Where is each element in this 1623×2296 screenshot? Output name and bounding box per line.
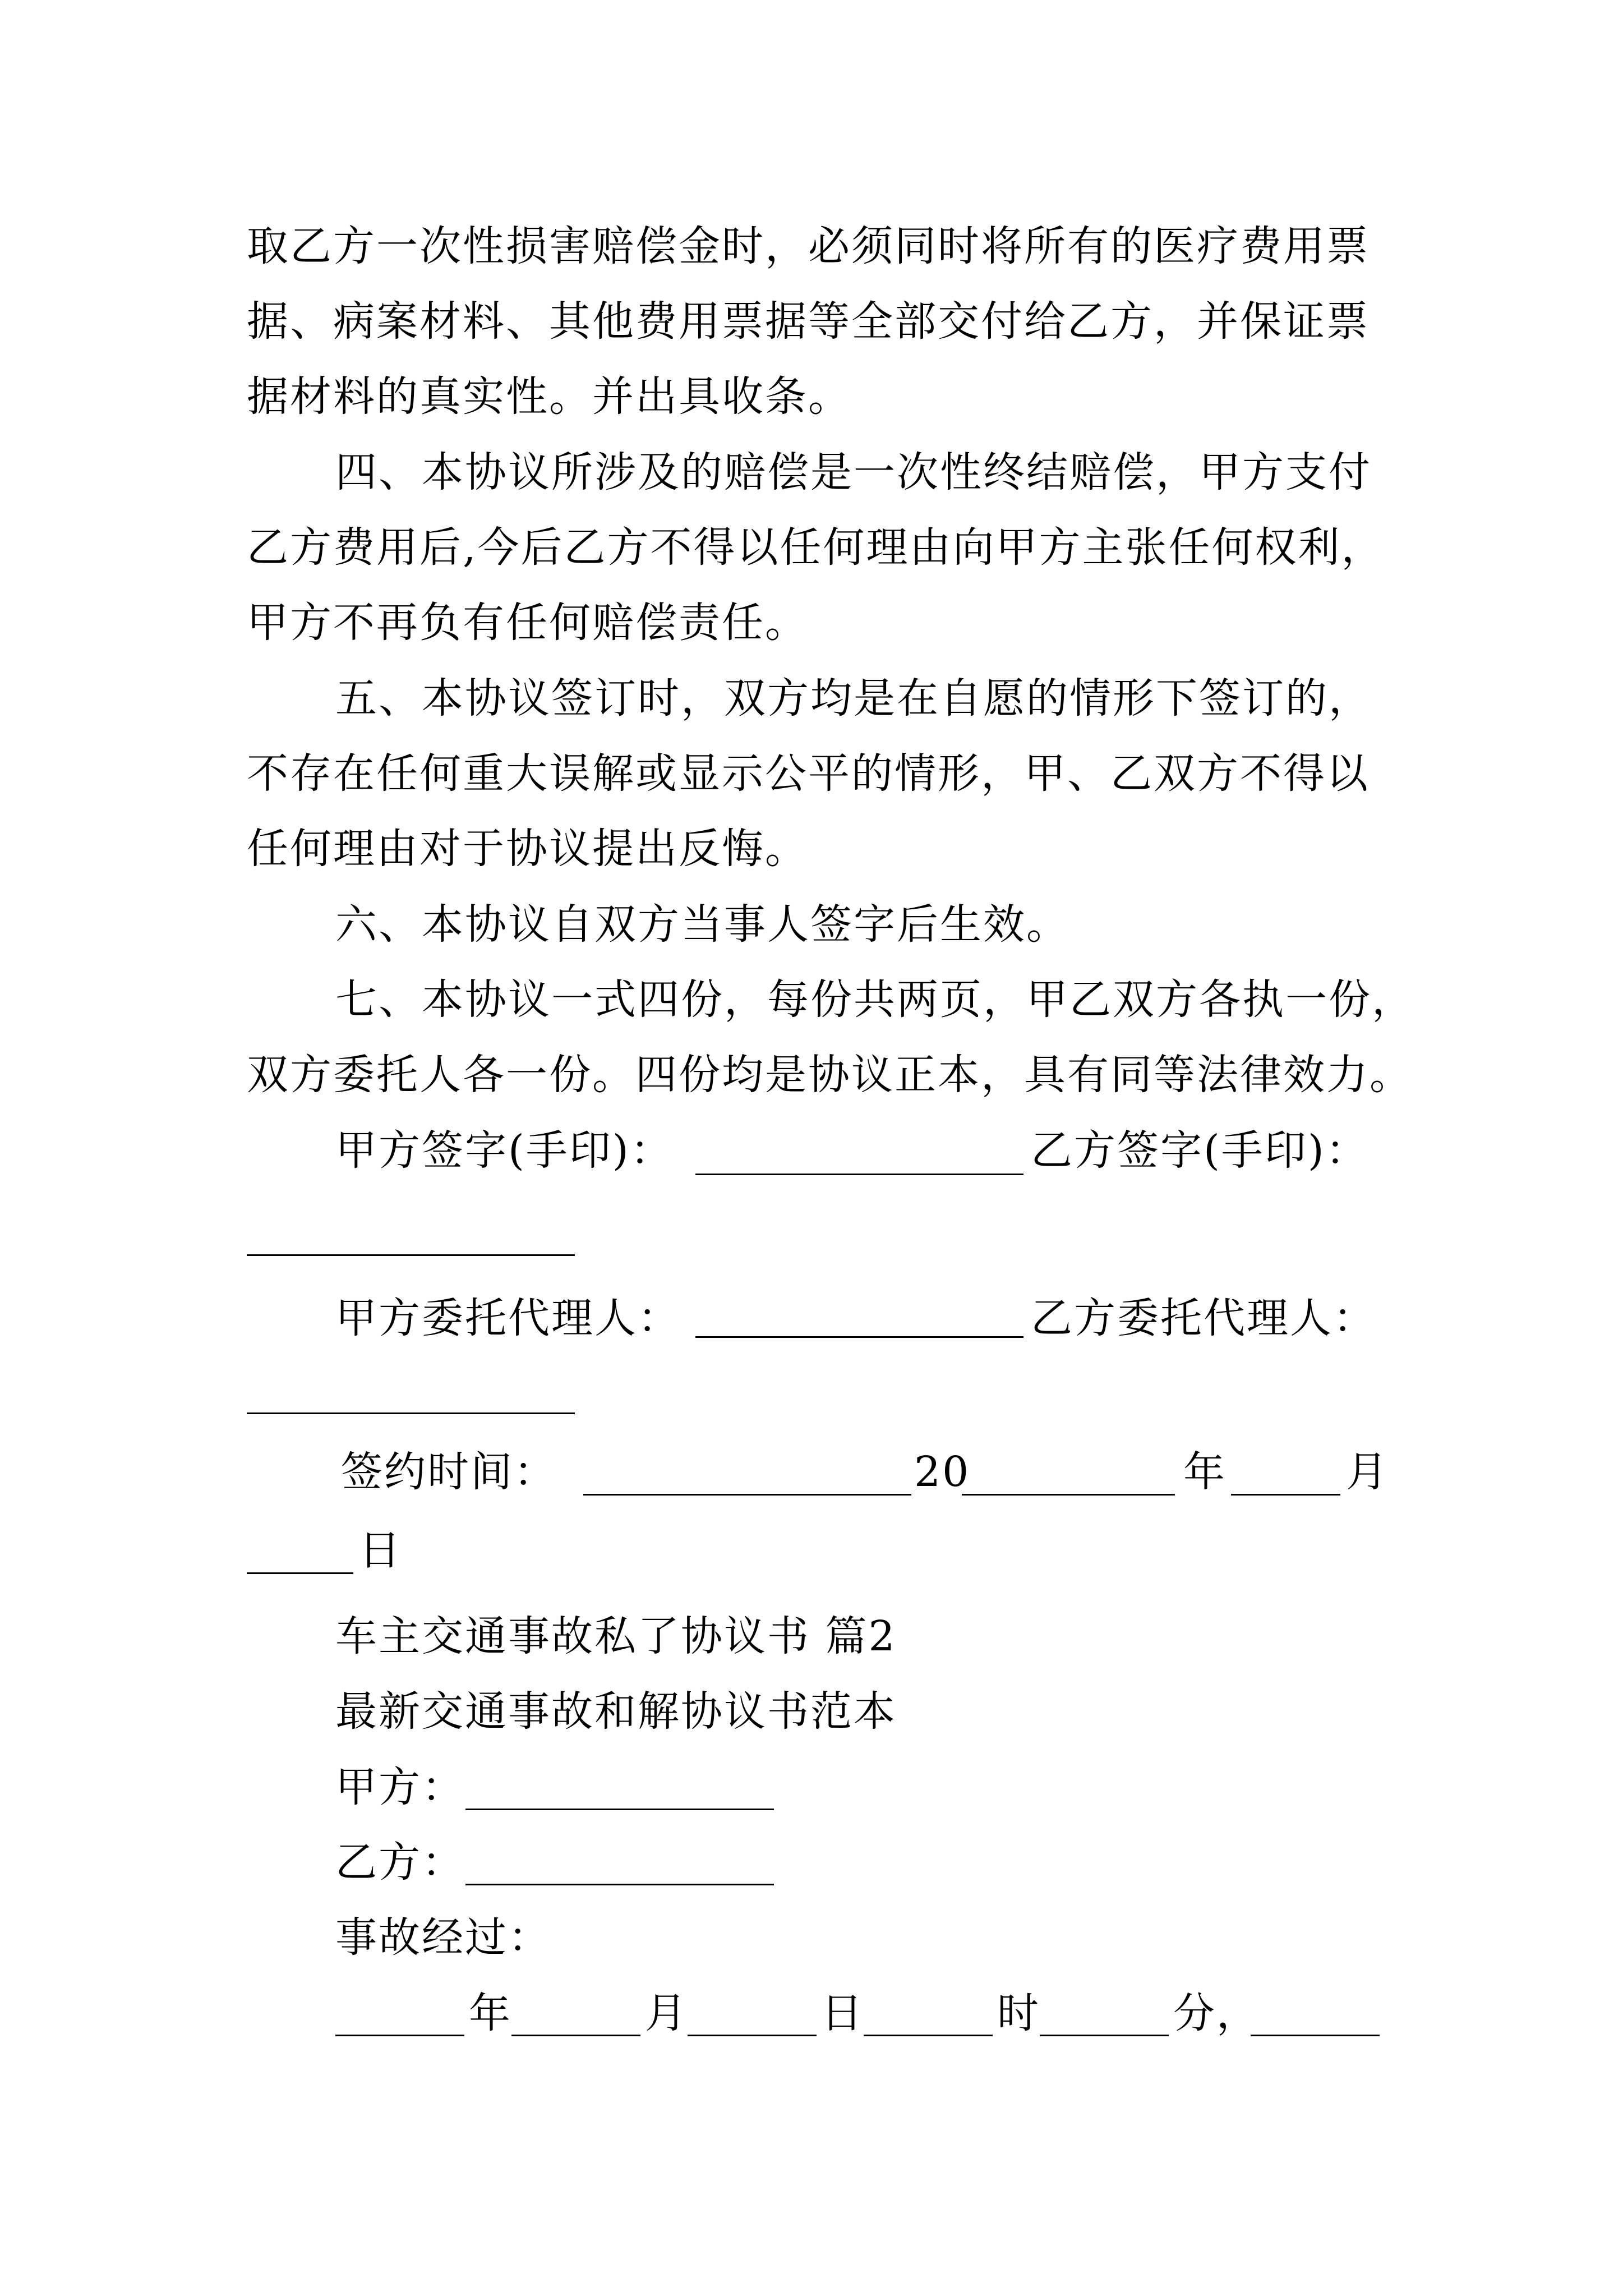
clause-five-line: 五、本协议签订时，双方均是在自愿的情形下签订的， — [335, 674, 1372, 723]
paragraph-line: 乙方费用后,今后乙方不得以任何理由向甲方主张任何权利， — [247, 523, 1385, 572]
accident-day-blank — [688, 2035, 817, 2036]
accident-year-blank — [335, 2035, 464, 2036]
accident-day-unit: 日 — [821, 1989, 864, 2037]
paragraph-line: 双方委托人各一份。四份均是协议正本，具有同等法律效力。 — [247, 1051, 1413, 1099]
accident-label: 事故经过： — [335, 1913, 551, 1962]
year-blank — [962, 1494, 1175, 1496]
section-heading: 车主交通事故私了协议书 篇2 — [335, 1612, 897, 1660]
party-b-agent-blank — [247, 1412, 575, 1414]
clause-four-line: 四、本协议所涉及的赔偿是一次性终结赔偿，甲方支付 — [335, 448, 1372, 496]
accident-minute-blank — [1040, 2035, 1169, 2036]
day-unit: 日 — [359, 1526, 402, 1575]
party-b-label: 乙方： — [335, 1838, 465, 1887]
party-a-agent-blank — [695, 1336, 1023, 1338]
clause-seven-line: 七、本协议一式四份，每份共两页，甲乙双方各执一份， — [335, 976, 1415, 1024]
section-subtitle: 最新交通事故和解协议书范本 — [335, 1687, 897, 1736]
party-a-sign-blank — [695, 1174, 1023, 1175]
year-prefix: 20 — [914, 1448, 971, 1496]
paragraph-line: 据、病案材料、其他费用票据等全部交付给乙方，并保证票 — [247, 297, 1370, 346]
accident-location-blank — [1251, 2035, 1380, 2036]
month-unit: 月 — [1346, 1448, 1389, 1496]
paragraph-line: 据材料的真实性。并出具收条。 — [247, 372, 851, 421]
party-a-blank — [465, 1809, 774, 1810]
party-b-sign-blank — [247, 1254, 575, 1256]
party-a-sign-label: 甲方签字(手印)： — [335, 1126, 674, 1175]
paragraph-line: 任何理由对于协议提出反悔。 — [247, 825, 808, 873]
paragraph-line: 不存在任何重大误解或显示公平的情形，甲、乙双方不得以 — [247, 749, 1370, 798]
party-a-agent-label: 甲方委托代理人： — [335, 1294, 681, 1342]
paragraph-line: 取乙方一次性损害赔偿金时，必须同时将所有的医疗费用票 — [247, 222, 1370, 270]
party-b-blank — [465, 1884, 774, 1885]
year-unit: 年 — [1183, 1448, 1227, 1496]
day-blank — [247, 1572, 353, 1574]
paragraph-line: 甲方不再负有任何赔偿责任。 — [247, 599, 808, 647]
party-b-sign-label: 乙方签字(手印)： — [1031, 1126, 1369, 1175]
accident-minute-unit: 分， — [1173, 1989, 1260, 2037]
party-b-agent-label: 乙方委托代理人： — [1031, 1294, 1376, 1342]
accident-month-blank — [511, 2035, 640, 2036]
party-a-label: 甲方： — [335, 1763, 465, 1811]
accident-hour-unit: 时 — [997, 1989, 1040, 2037]
accident-hour-blank — [864, 2035, 993, 2036]
clause-six-line: 六、本协议自双方当事人签字后生效。 — [335, 900, 1069, 949]
signing-date-label: 签约时间： — [341, 1448, 557, 1496]
accident-month-unit: 月 — [645, 1989, 688, 2037]
month-blank — [1231, 1494, 1340, 1496]
signing-date-blank — [583, 1494, 911, 1496]
accident-year-unit: 年 — [469, 1989, 512, 2037]
